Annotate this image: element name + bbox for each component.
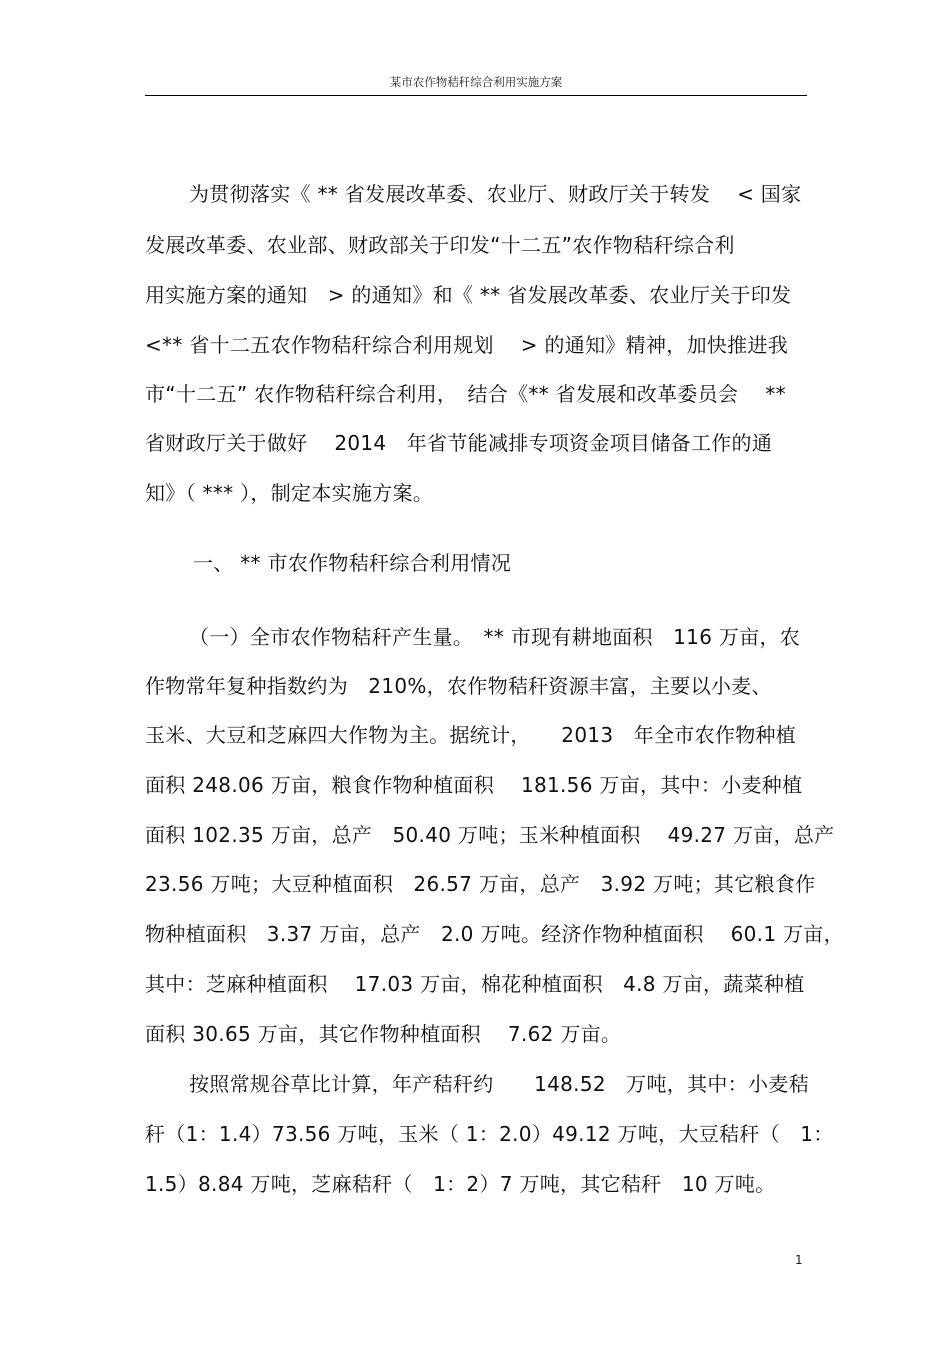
- paragraph-3-line-3: 1.5）8.84 万吨，芝麻秸秆（ 1：2）7 万吨，其它秸秆 10 万吨。: [145, 1172, 776, 1196]
- paragraph-1-line-4: <** 省十二五农作物秸秆综合利用规划 > 的通知》精神，加快推进我: [145, 333, 789, 357]
- paragraph-1-line-6: 省财政厅关于做好 2014 年省节能减排专项资金项目储备工作的通: [145, 431, 773, 455]
- paragraph-1-line-5: 市“十二五” 农作物秸秆综合利用， 结合《** 省发展和改革委员会 **: [145, 382, 786, 406]
- paragraph-2-line-5: 面积 102.35 万亩，总产 50.40 万吨；玉米种植面积 49.27 万亩，总产: [145, 823, 835, 847]
- paragraph-1-line-7: 知》（ *** ），制定本实施方案。: [145, 481, 434, 505]
- paragraph-1-line-1: 为贯彻落实《 ** 省发展改革委、农业厅、财政厅关于转发 < 国家: [189, 182, 802, 206]
- paragraph-1-line-2: 发展改革委、农业部、财政部关于印发“十二五”农作物秸秆综合利: [145, 233, 735, 257]
- page-number: 1: [795, 1253, 803, 1267]
- paragraph-2-line-7: 物种植面积 3.37 万亩，总产 2.0 万吨。经济作物种植面积 60.1 万亩，: [145, 922, 844, 946]
- paragraph-2-line-6: 23.56 万吨；大豆种植面积 26.57 万亩，总产 3.92 万吨；其它粮食作: [145, 872, 816, 896]
- paragraph-2-line-2: 作物常年复种指数约为 210%，农作物秸秆资源丰富，主要以小麦、: [145, 674, 772, 698]
- paragraph-2-line-8: 其中：芝麻种植面积 17.03 万亩，棉花种植面积 4.8 万亩，蔬菜种植: [145, 972, 805, 996]
- paragraph-2-line-9: 面积 30.65 万亩，其它作物种植面积 7.62 万亩。: [145, 1022, 622, 1046]
- running-header: 某市农作物秸秆综合利用实施方案: [389, 75, 563, 89]
- section-heading-1: 一、 ** 市农作物秸秆综合利用情况: [193, 551, 512, 575]
- paragraph-1-line-3: 用实施方案的通知 > 的通知》和《 ** 省发展改革委、农业厅关于印发: [145, 283, 792, 307]
- paragraph-3-line-2: 秆（1：1.4）73.56 万吨，玉米（ 1：2.0）49.12 万吨，大豆秸秆（ 1：: [145, 1122, 834, 1146]
- paragraph-2-line-1: （一）全市农作物秸秆产生量。 ** 市现有耕地面积 116 万亩，农: [189, 625, 801, 649]
- header-rule: [145, 95, 807, 96]
- paragraph-3-line-1: 按照常规谷草比计算，年产秸秆约 148.52 万吨，其中：小麦秸: [189, 1072, 809, 1096]
- paragraph-2-line-4: 面积 248.06 万亩，粮食作物种植面积 181.56 万亩，其中：小麦种植: [145, 773, 803, 797]
- paragraph-2-line-3: 玉米、大豆和芝麻四大作物为主。据统计， 2013 年全市农作物种植: [145, 723, 797, 747]
